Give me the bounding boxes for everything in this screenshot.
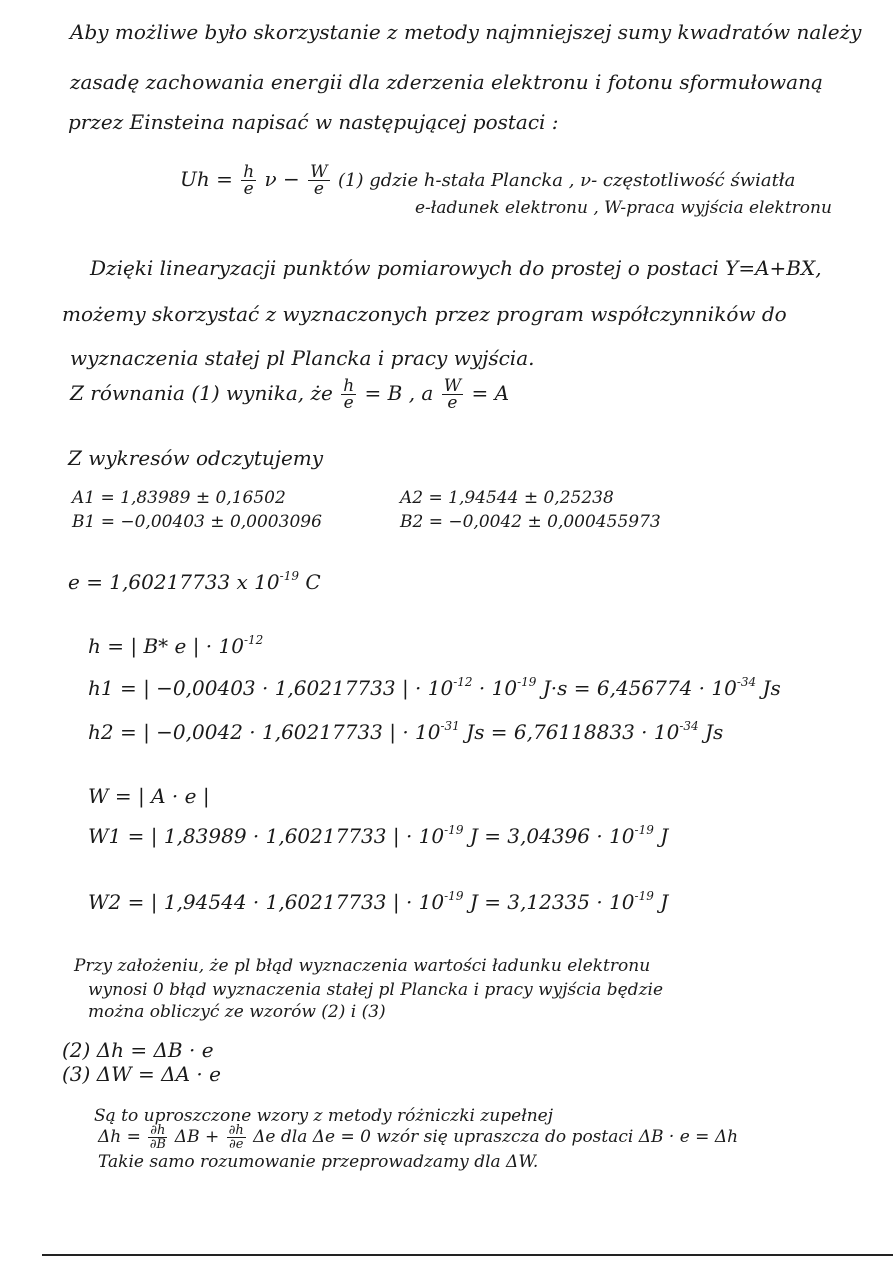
closing-post: Δe dla Δe = 0 wzór się upraszcza do postaci ΔB · e = Δh [253, 1127, 739, 1147]
eq1-frac1-den: e [243, 179, 254, 199]
h2-part-c: Js [705, 720, 724, 744]
eq1-tail: (1) gdzie h-stała Plancka , ν- częstotliwość światła [338, 170, 796, 191]
eq1-legend: e-ładunek elektronu , W-praca wyjścia elektronu [415, 198, 832, 218]
reading-b1: B1 = −0,00403 ± 0,0003096 [72, 512, 322, 532]
work-w2 [88, 890, 668, 914]
linearization-line-1: Dzięki linearyzacji punktów pomiarowych do prostej o postaci Y=A+BX, [90, 256, 822, 280]
linearization-line-3: wyznaczenia stałej pl Plancka i pracy wyjścia. [70, 346, 535, 370]
eq1-fraction-w-over-e [308, 164, 329, 197]
charge-base: e = 1,60217733 x 10 [68, 570, 280, 594]
reading-a2: A2 = 1,94544 ± 0,25238 [400, 488, 614, 508]
partial-a-num: ∂h [150, 1123, 166, 1138]
w2-exp-1: -19 [444, 889, 464, 903]
intro-line-2: zasadę zachowania energii dla zderzenia elektronu i fotonu sformułowaną [70, 70, 823, 94]
intro-line-1: Aby możliwe było skorzystanie z metody najmniejszej sumy kwadratów należy [70, 20, 862, 44]
h1-part-a: h1 = | −0,00403 · 1,60217733 | · 10 [88, 676, 454, 700]
reading-b2: B2 = −0,0042 ± 0,000455973 [400, 512, 661, 532]
lin-fraction-h-over-e [341, 378, 356, 411]
planck-h2 [88, 720, 723, 744]
assumption-line-3: można obliczyć ze wzorów (2) i (3) [88, 1002, 386, 1022]
w2-exp-2: -19 [634, 889, 654, 903]
lin-frac2-den: e [447, 393, 458, 413]
work-formula: W = | A · e | [88, 784, 210, 808]
eq1-mid: ν − [264, 167, 300, 191]
charge-unit: C [305, 570, 321, 594]
partial-h-over-e [227, 1124, 246, 1151]
lin-eq-b: = B , a [364, 381, 434, 405]
eq1-frac2-den: e [313, 179, 324, 199]
lin-frac1-den: e [343, 393, 354, 413]
eq1-lhs: Uh = [180, 167, 233, 191]
h2-exp-2: -34 [679, 719, 699, 733]
lin-frac1-num: h [343, 376, 355, 396]
eq1-frac2-num: W [310, 162, 328, 182]
work-w1 [88, 824, 668, 848]
lin-line4-pre: Z równania (1) wynika, że [70, 381, 333, 405]
w2-part-b: J = 3,12335 · 10 [469, 890, 635, 914]
lin-frac2-num: W [443, 376, 462, 396]
closing-delta-h: Δh = [98, 1127, 141, 1147]
h1-exp-1: -12 [453, 675, 473, 689]
closing-line-2 [98, 1124, 738, 1151]
planck-formula [88, 634, 263, 658]
lin-eq-a: = A [471, 381, 510, 405]
lin-fraction-w-over-e [442, 378, 463, 411]
closing-line-3: Takie samo rozumowanie przeprowadzamy dla ΔW. [98, 1152, 539, 1172]
w2-part-c: J [660, 890, 669, 914]
h1-part-c: J·s = 6,456774 · 10 [542, 676, 737, 700]
error-equation-3: (3) ΔW = ΔA · e [62, 1062, 221, 1086]
assumption-line-2: wynosi 0 błąd wyznaczenia stałej pl Plancka i pracy wyjścia będzie [88, 980, 664, 1000]
reading-a1: A1 = 1,83989 ± 0,16502 [72, 488, 286, 508]
eq1-frac1-num: h [243, 162, 255, 182]
partial-b-num: ∂h [228, 1123, 244, 1138]
h1-part-b: · 10 [478, 676, 518, 700]
h2-part-b: Js = 6,76118833 · 10 [466, 720, 680, 744]
w1-exp-1: -19 [444, 823, 464, 837]
readings-header: Z wykresów odczytujemy [68, 446, 324, 470]
planck-formula-base: h = | B* e | · 10 [88, 634, 244, 658]
h1-exp-2: -19 [517, 675, 537, 689]
planck-h1 [88, 676, 781, 700]
w1-exp-2: -19 [634, 823, 654, 837]
bottom-divider [42, 1254, 893, 1256]
equation-1 [180, 164, 795, 197]
w1-part-b: J = 3,04396 · 10 [469, 824, 635, 848]
eq1-fraction-h-over-e [241, 164, 256, 197]
partial-a-den: ∂B [149, 1137, 166, 1152]
partial-h-over-b [148, 1124, 167, 1151]
w1-part-c: J [660, 824, 669, 848]
h1-part-d: Js [762, 676, 781, 700]
linearization-line-2: możemy skorzystać z wyznaczonych przez program współczynników do [62, 302, 787, 326]
linearization-line-4 [70, 378, 509, 411]
error-equation-2: (2) Δh = ΔB · e [62, 1038, 214, 1062]
electron-charge [68, 570, 321, 594]
w2-part-a: W2 = | 1,94544 · 1,60217733 | · 10 [88, 890, 445, 914]
h2-exp-1: -31 [440, 719, 460, 733]
h1-exp-3: -34 [736, 675, 757, 689]
planck-formula-exponent: -12 [243, 633, 264, 647]
h2-part-a: h2 = | −0,0042 · 1,60217733 | · 10 [88, 720, 441, 744]
partial-b-den: ∂e [228, 1137, 244, 1152]
w1-part-a: W1 = | 1,83989 · 1,60217733 | · 10 [88, 824, 445, 848]
charge-exponent: -19 [279, 569, 299, 583]
closing-line-1: Są to uproszczone wzory z metody różniczki zupełnej [94, 1106, 553, 1126]
assumption-line-1: Przy założeniu, że pl błąd wyznaczenia wartości ładunku elektronu [74, 956, 651, 976]
intro-line-3: przez Einsteina napisać w następującej postaci : [68, 110, 559, 134]
closing-mid: ΔB + [174, 1127, 220, 1147]
